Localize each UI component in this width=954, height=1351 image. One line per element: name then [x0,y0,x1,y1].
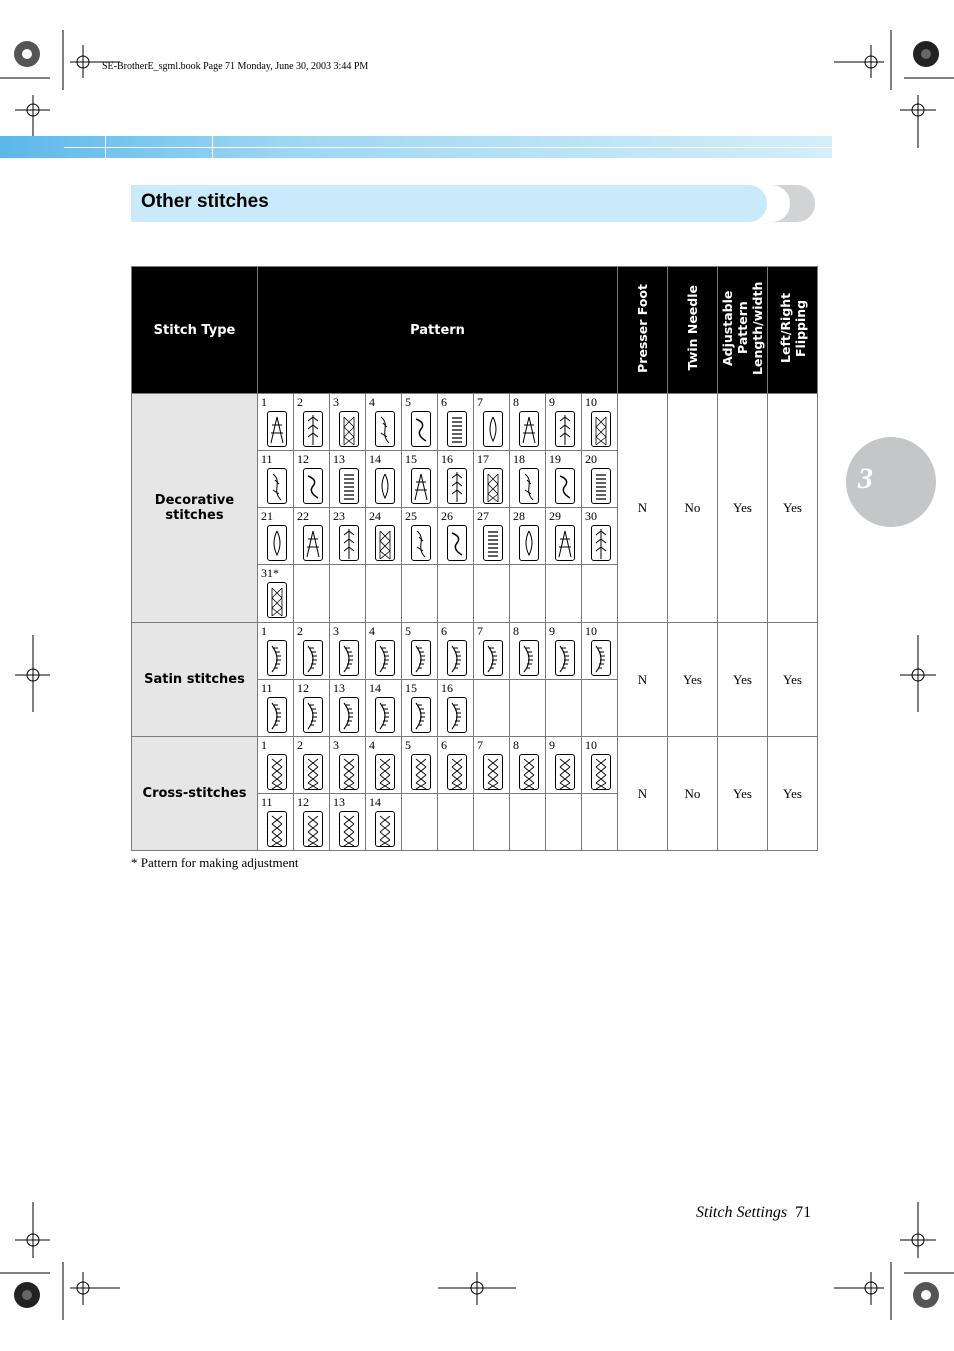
stitch-pattern-icon [303,411,323,447]
stitch-pattern-icon [591,640,611,676]
stitch-number: 15 [405,681,417,695]
stitch-pattern-cell [510,508,546,565]
stitch-pattern-cell [366,794,402,851]
stitch-pattern-icon [591,468,611,504]
stitch-pattern-icon [483,468,503,504]
stitch-number: 10 [585,395,597,409]
stitch-pattern-cell [438,623,474,680]
stitch-pattern-cell [510,737,546,794]
empty-pattern-cell [474,680,510,737]
stitch-pattern-cell [258,737,294,794]
stitch-pattern-icon [411,640,431,676]
stitch-number: 8 [513,395,519,409]
twin-needle-value: No [668,737,718,851]
stitch-number: 29 [549,509,561,523]
empty-pattern-cell [510,680,546,737]
empty-pattern-cell [474,565,510,623]
stitch-number: 5 [405,624,411,638]
stitch-number: 16 [441,681,453,695]
stitch-number: 6 [441,738,447,752]
stitch-pattern-cell [294,451,330,508]
stitch-pattern-cell [294,737,330,794]
stitch-pattern-cell [366,623,402,680]
stitch-pattern-cell [402,394,438,451]
stitch-number: 18 [513,452,525,466]
stitch-number: 13 [333,795,345,809]
stitch-number: 4 [369,395,375,409]
stitch-number: 16 [441,452,453,466]
stitch-pattern-icon [375,411,395,447]
stitch-pattern-icon [447,468,467,504]
adjustable-value: Yes [718,623,768,737]
stitch-pattern-icon [303,811,323,847]
stitch-pattern-cell [366,451,402,508]
stitch-number: 9 [549,624,555,638]
stitch-pattern-icon [519,411,539,447]
stitch-pattern-cell [546,451,582,508]
stitch-number: 22 [297,509,309,523]
stitch-pattern-icon [483,640,503,676]
stitch-pattern-cell [402,737,438,794]
stitch-pattern-cell [582,737,618,794]
chapter-number: 3 [858,462,873,495]
satin-row [132,623,818,680]
stitch-number: 25 [405,509,417,523]
stitch-pattern-cell [438,680,474,737]
stitch-pattern-cell [438,394,474,451]
stitch-pattern-icon [447,640,467,676]
stitch-pattern-icon [303,697,323,733]
stitch-number: 12 [297,452,309,466]
stitch-number: 13 [333,452,345,466]
stitch-pattern-icon [411,697,431,733]
stitch-pattern-icon [591,525,611,561]
stitch-number: 14 [369,795,381,809]
flipping-value: Yes [768,394,818,623]
stitch-pattern-cell [258,451,294,508]
empty-pattern-cell [582,565,618,623]
stitch-number: 10 [585,624,597,638]
stitch-number: 6 [441,624,447,638]
stitch-pattern-cell [258,565,294,623]
stitch-pattern-icon [339,525,359,561]
stitch-number: 1 [261,738,267,752]
stitch-number: 11 [261,681,273,695]
stitch-number: 20 [585,452,597,466]
stitch-pattern-cell [438,508,474,565]
empty-pattern-cell [294,565,330,623]
empty-pattern-cell [330,565,366,623]
header-band [0,136,832,158]
stitch-pattern-icon [267,411,287,447]
stitch-pattern-icon [303,640,323,676]
stitch-pattern-icon [447,525,467,561]
empty-pattern-cell [474,794,510,851]
stitch-number: 14 [369,452,381,466]
stitch-number: 3 [333,738,339,752]
stitch-number: 15 [405,452,417,466]
stitch-pattern-icon [555,468,575,504]
empty-pattern-cell [582,680,618,737]
page-number: 71 [795,1204,812,1221]
stitch-pattern-cell [474,623,510,680]
stitch-pattern-cell [438,451,474,508]
stitch-number: 19 [549,452,561,466]
stitch-pattern-icon [591,411,611,447]
stitch-number: 5 [405,395,411,409]
stitch-number: 9 [549,395,555,409]
stitch-pattern-icon [267,582,287,618]
stitch-pattern-cell [546,623,582,680]
stitch-pattern-icon [447,697,467,733]
stitch-pattern-cell [510,451,546,508]
header-pattern: Pattern [258,267,618,394]
stitch-type-label: Cross-stitches [132,737,258,851]
stitch-type-label: Satin stitches [132,623,258,737]
stitch-pattern-icon [519,468,539,504]
stitch-number: 4 [369,624,375,638]
empty-pattern-cell [366,565,402,623]
empty-pattern-cell [402,794,438,851]
stitch-pattern-icon [267,811,287,847]
stitch-pattern-cell [546,508,582,565]
stitch-pattern-cell [582,623,618,680]
decorative-row [132,394,818,451]
stitch-pattern-icon [555,525,575,561]
stitch-number: 12 [297,795,309,809]
stitch-pattern-icon [375,468,395,504]
section-title: Other stitches [141,191,269,212]
stitch-pattern-cell [258,794,294,851]
stitch-number: 3 [333,624,339,638]
stitch-pattern-cell [366,737,402,794]
empty-pattern-cell [510,794,546,851]
empty-pattern-cell [546,794,582,851]
stitch-pattern-cell [294,508,330,565]
stitch-number: 2 [297,738,303,752]
flipping-value: Yes [768,623,818,737]
stitch-pattern-cell [330,623,366,680]
stitch-pattern-cell [582,451,618,508]
stitch-pattern-cell [510,623,546,680]
stitch-pattern-cell [330,680,366,737]
stitch-number: 21 [261,509,273,523]
twin-needle-value: Yes [668,623,718,737]
stitch-number: 27 [477,509,489,523]
header-twin-needle: Twin Needle [668,267,718,394]
stitch-pattern-icon [267,754,287,790]
empty-pattern-cell [510,565,546,623]
stitch-pattern-cell [402,680,438,737]
stitch-pattern-icon [267,525,287,561]
stitch-pattern-cell [294,623,330,680]
stitch-pattern-icon [447,754,467,790]
stitch-number: 3 [333,395,339,409]
stitch-pattern-cell [366,508,402,565]
print-header: SE-BrotherE_sgml.book Page 71 Monday, June 30, 2003 3:44 PM [102,61,369,72]
stitch-pattern-cell [258,508,294,565]
stitch-pattern-icon [411,754,431,790]
stitch-pattern-icon [447,411,467,447]
stitch-pattern-cell [330,451,366,508]
stitch-pattern-icon [483,754,503,790]
stitch-pattern-icon [339,411,359,447]
stitch-pattern-cell [330,508,366,565]
stitch-number: 2 [297,624,303,638]
stitch-number: 17 [477,452,489,466]
stitch-number: 11 [261,795,273,809]
empty-pattern-cell [546,680,582,737]
page-footer [696,1204,811,1222]
twin-needle-value: No [668,394,718,623]
stitch-table [131,266,818,851]
stitch-pattern-cell [330,794,366,851]
stitch-number: 13 [333,681,345,695]
stitch-pattern-cell [258,623,294,680]
presser-foot-value: N [618,737,668,851]
empty-pattern-cell [438,565,474,623]
stitch-pattern-cell [582,394,618,451]
stitch-number: 2 [297,395,303,409]
stitch-pattern-cell [474,737,510,794]
stitch-pattern-icon [483,525,503,561]
stitch-number: 5 [405,738,411,752]
stitch-number: 24 [369,509,381,523]
stitch-pattern-icon [339,754,359,790]
empty-pattern-cell [438,794,474,851]
stitch-pattern-icon [375,697,395,733]
stitch-number: 14 [369,681,381,695]
stitch-pattern-cell [330,394,366,451]
stitch-pattern-icon [339,811,359,847]
flipping-value: Yes [768,737,818,851]
stitch-pattern-icon [555,640,575,676]
stitch-pattern-cell [402,623,438,680]
stitch-pattern-icon [303,468,323,504]
stitch-pattern-icon [375,811,395,847]
stitch-pattern-icon [339,697,359,733]
stitch-pattern-cell [438,737,474,794]
stitch-pattern-icon [555,754,575,790]
header-row [132,267,818,394]
stitch-number: 7 [477,395,483,409]
stitch-number: 10 [585,738,597,752]
stitch-pattern-cell [258,394,294,451]
stitch-pattern-cell [474,508,510,565]
stitch-pattern-icon [519,640,539,676]
stitch-pattern-cell [330,737,366,794]
stitch-pattern-cell [366,680,402,737]
adjustable-value: Yes [718,394,768,623]
stitch-pattern-icon [519,525,539,561]
stitch-pattern-icon [303,525,323,561]
stitch-pattern-cell [474,394,510,451]
stitch-pattern-cell [258,680,294,737]
stitch-pattern-icon [375,640,395,676]
presser-foot-value: N [618,623,668,737]
stitch-number: 1 [261,624,267,638]
header-flipping: Left/Right Flipping [768,267,818,394]
header-presser-foot: Presser Foot [618,267,668,394]
stitch-pattern-icon [591,754,611,790]
cross-row [132,737,818,794]
stitch-pattern-cell [294,394,330,451]
stitch-pattern-icon [411,525,431,561]
stitch-number: 11 [261,452,273,466]
stitch-number: 7 [477,738,483,752]
stitch-pattern-cell [402,508,438,565]
stitch-pattern-cell [402,451,438,508]
stitch-pattern-icon [483,411,503,447]
stitch-number: 31* [261,566,279,580]
stitch-type-label: Decorative stitches [132,394,258,623]
header-adjustable: Adjustable Pattern Length/width [718,267,768,394]
stitch-pattern-icon [555,411,575,447]
stitch-pattern-icon [411,411,431,447]
stitch-number: 4 [369,738,375,752]
stitch-number: 28 [513,509,525,523]
stitch-pattern-cell [294,680,330,737]
header-stitch-type: Stitch Type [132,267,258,394]
stitch-pattern-icon [375,754,395,790]
stitch-number: 6 [441,395,447,409]
empty-pattern-cell [402,565,438,623]
stitch-pattern-icon [519,754,539,790]
stitch-pattern-cell [294,794,330,851]
stitch-number: 30 [585,509,597,523]
stitch-pattern-cell [474,451,510,508]
stitch-pattern-icon [303,754,323,790]
stitch-pattern-cell [366,394,402,451]
stitch-number: 1 [261,395,267,409]
stitch-pattern-cell [546,394,582,451]
footnote: * Pattern for making adjustment [131,855,299,870]
stitch-pattern-icon [411,468,431,504]
stitch-pattern-cell [510,394,546,451]
stitch-number: 9 [549,738,555,752]
stitch-pattern-cell [582,508,618,565]
stitch-pattern-icon [267,697,287,733]
empty-pattern-cell [582,794,618,851]
stitch-number: 26 [441,509,453,523]
stitch-number: 8 [513,738,519,752]
footer-title: Stitch Settings [696,1204,788,1221]
stitch-pattern-icon [267,640,287,676]
stitch-number: 8 [513,624,519,638]
empty-pattern-cell [546,565,582,623]
presser-foot-value: N [618,394,668,623]
stitch-pattern-icon [339,468,359,504]
stitch-number: 7 [477,624,483,638]
stitch-pattern-icon [267,468,287,504]
stitch-number: 12 [297,681,309,695]
stitch-number: 23 [333,509,345,523]
stitch-pattern-icon [375,525,395,561]
stitch-pattern-cell [546,737,582,794]
adjustable-value: Yes [718,737,768,851]
stitch-pattern-icon [339,640,359,676]
